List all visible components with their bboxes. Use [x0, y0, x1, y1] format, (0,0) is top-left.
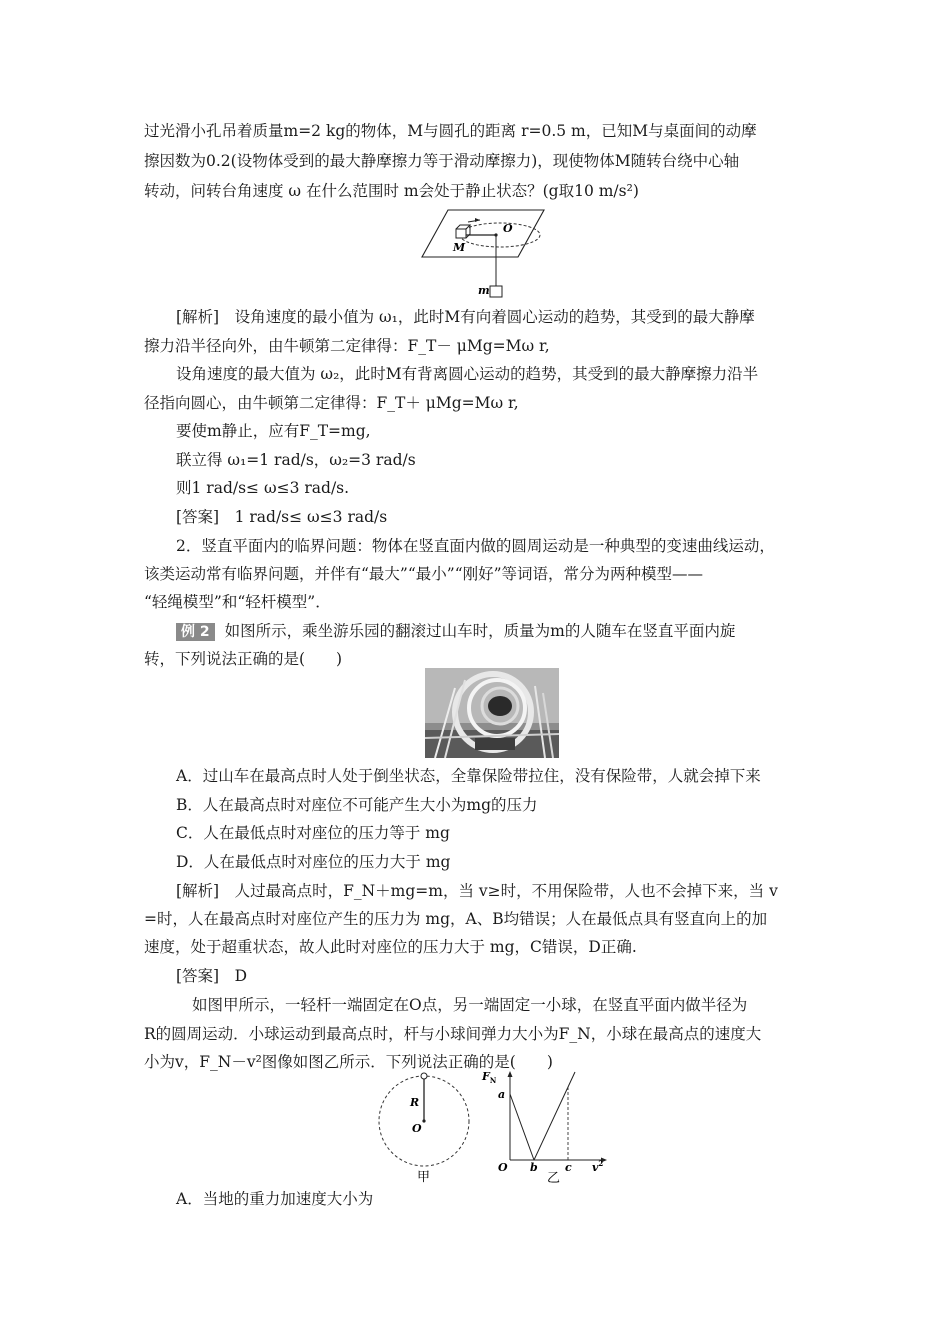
ex2-option-d: D．人在最低点时对座位的压力大于 mg — [176, 853, 451, 871]
ex2-option-c: C．人在最低点时对座位的压力等于 mg — [176, 824, 450, 842]
figure-jia-circle — [374, 1068, 474, 1184]
sol2-answer: [答案] D — [176, 967, 248, 985]
caption-yi: 乙 — [547, 1171, 561, 1184]
ex3-line-2: R的圆周运动．小球运动到最高点时，杆与小球间弹力大小为F_N，小球在最高点的速度大 — [144, 1025, 762, 1043]
pivot-O — [422, 1119, 425, 1122]
ex3-line-3: 小为v，F_N－v²图像如图乙所示．下列说法正确的是( ) — [144, 1053, 553, 1071]
ex3-option-a: A．当地的重力加速度大小为 — [176, 1190, 374, 1208]
caption-jia: 甲 — [417, 1170, 431, 1184]
ex2-text-1: 如图所示，乘坐游乐园的翻滚过山车时，质量为m的人随车在竖直平面内旋 — [224, 622, 736, 640]
sol2-line-3: 速度，处于超重状态，故人此时对座位的压力大于 mg，C错误，D正确. — [144, 938, 637, 956]
roller-coaster-photo — [425, 668, 559, 758]
sol1-line-7: 则1 rad/s≤ ω≤3 rad/s. — [176, 479, 350, 497]
label-M: M — [453, 241, 466, 254]
ex2-option-a: A．过山车在最高点时人处于倒坐状态，全靠保险带拉住，没有保险带，人就会掉下来 — [176, 767, 761, 785]
ball — [421, 1073, 427, 1079]
sol1-line-5: 要使m静止，应有F_T=mg, — [176, 422, 371, 440]
sol1-line-1: [解析] 设角速度的最小值为 ω₁，此时M有向着圆心运动的趋势，其受到的最大静摩 — [176, 308, 755, 326]
figure-yi-graph — [480, 1068, 610, 1184]
arrow-head-icon — [475, 218, 480, 222]
ex3-line-1: 如图甲所示，一轻杆一端固定在O点，另一端固定一小球，在竖直平面内做半径为 — [192, 996, 748, 1014]
label-a: a — [498, 1088, 506, 1101]
label-O: O — [503, 222, 513, 235]
example-badge: 例 2 — [176, 623, 215, 641]
label-v2: $v^2$ — [592, 1159, 604, 1174]
label-O-jia: O — [412, 1122, 422, 1135]
ex1-line-2: 擦因数为0.2(设物体受到的最大静摩擦力等于滑动摩擦力)，现使物体M随转台绕中心轴 — [144, 152, 740, 170]
label-m: m — [478, 284, 490, 297]
sol1-line-2: 擦力沿半径向外，由牛顿第二定律得：F_T－ μMg=Mω r, — [144, 337, 550, 355]
coaster-train — [488, 696, 512, 716]
block-M — [456, 229, 466, 238]
section2-line-1: 2．竖直平面内的临界问题：物体在竖直面内做的圆周运动是一种典型的变速曲线运动， — [176, 537, 775, 555]
label-b: b — [530, 1161, 538, 1174]
label-FN: $F_N$ — [482, 1070, 497, 1085]
label-R: R — [410, 1096, 420, 1109]
sol1-line-3: 设角速度的最大值为 ω₂，此时M有背离圆心运动的趋势，其受到的最大静摩擦力沿半 — [176, 365, 759, 383]
ex1-line-3: 转动，问转台角速度 ω 在什么范围时 m会处于静止状态？(g取10 m/s²) — [144, 182, 639, 200]
label-c: c — [565, 1161, 572, 1174]
ex2-option-b: B．人在最高点时对座位不可能产生大小为mg的压力 — [176, 796, 538, 814]
graph-line-ascending — [534, 1072, 575, 1160]
label-O-yi: O — [498, 1161, 508, 1174]
ex1-line-1: 过光滑小孔吊着质量m=2 kg的物体，M与圆孔的距离 r=0.5 m，已知M与桌面间的动摩 — [144, 122, 757, 140]
sol2-line-2: =时，人在最高点时对座位产生的压力为 mg，A、B均错误；人在最低点具有竖直向上的加 — [144, 910, 768, 928]
ex2-line-1 — [176, 621, 735, 641]
ex2-line-2: 转，下列说法正确的是( ) — [144, 650, 343, 668]
section2-line-2: 该类运动常有临界问题，并伴有“最大”“最小”“刚好”等词语，常分为两种模型—— — [144, 565, 704, 583]
sol2-line-1: [解析] 人过最高点时，F_N＋mg=m，当 v≥时，不用保险带，人也不会掉下来，当 v — [176, 882, 778, 900]
rotating-table-figure — [418, 202, 548, 300]
sol1-line-6: 联立得 ω₁=1 rad/s，ω₂=3 rad/s — [176, 451, 416, 469]
sol1-answer: [答案] 1 rad/s≤ ω≤3 rad/s — [176, 508, 388, 526]
section2-line-3: “轻绳模型”和“轻杆模型”． — [144, 593, 331, 611]
graph-line-descending — [510, 1094, 534, 1160]
table-surface — [422, 210, 544, 257]
hanging-mass-m — [490, 286, 502, 297]
sol1-line-4: 径指向圆心，由牛顿第二定律得：F_T＋ μMg=Mω r, — [144, 394, 519, 412]
